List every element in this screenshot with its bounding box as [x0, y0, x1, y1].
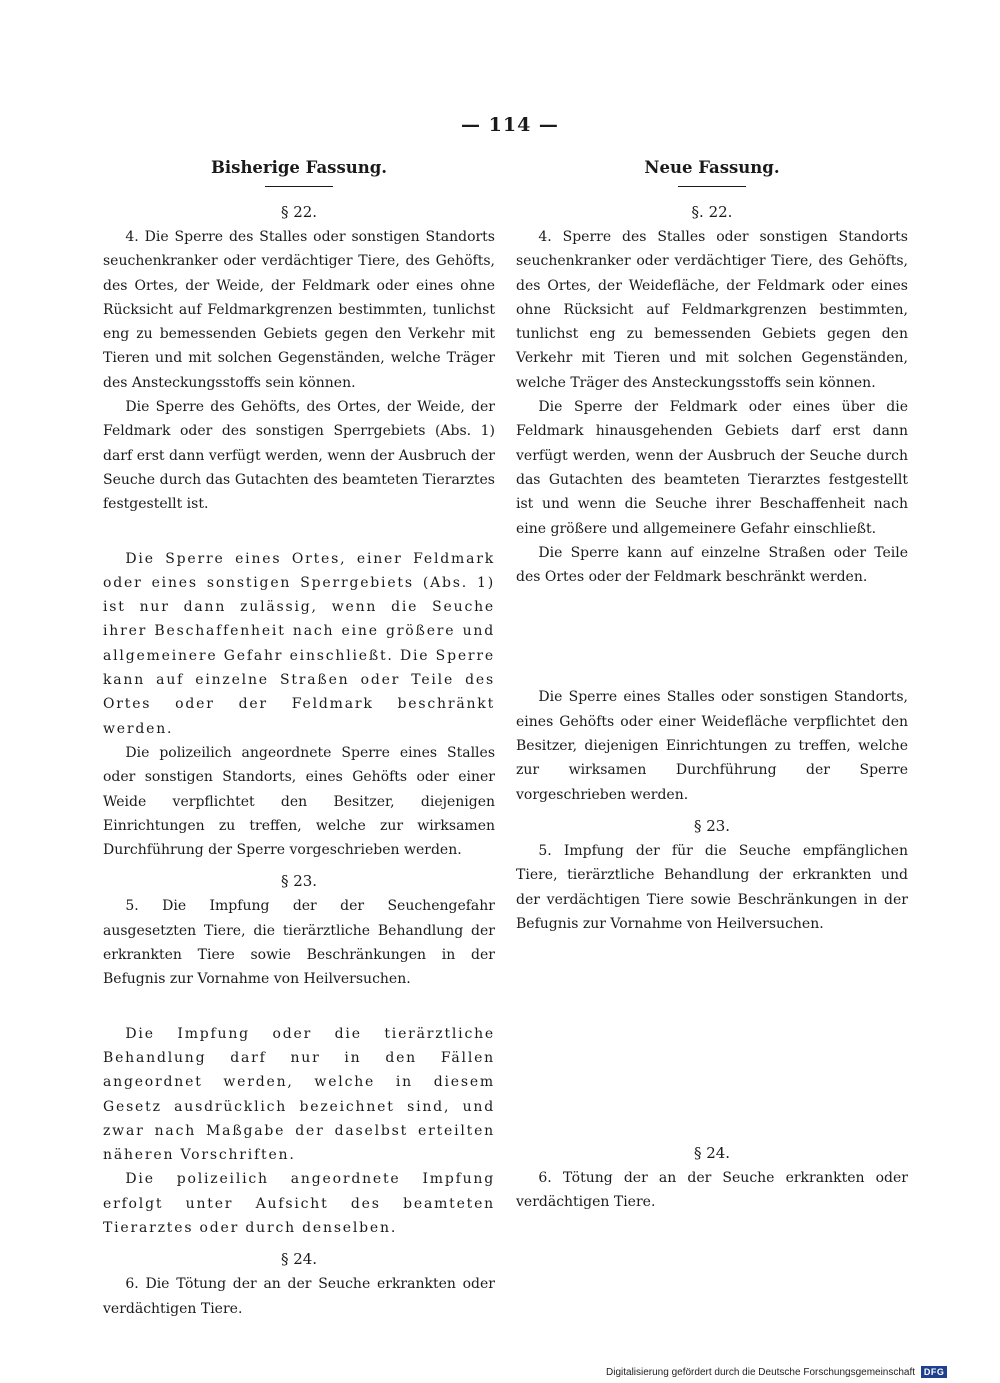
right-gap	[516, 589, 908, 685]
left-s22-paragraph-3: Die Sperre eines Ortes, einer Feldmark oder eines sonstigen Sperrgebiets (Abs. 1) ist nur dann zulässig, wenn die Seuche ihrer Beschaffenheit nach eine größere und allgemeinere Gefahr einschließt. Die Sperre kann auf einzelne Straßen oder Teile des Ortes oder der Feldmark beschränkt werden.	[103, 550, 495, 737]
left-s22-paragraph-1: 4. Die Sperre des Stalles oder sonstigen Standorts seuchenkranker oder verdächtiger Tiere, des Gehöfts, des Ortes, der Weide, der Feldmark oder eines ohne Rücksicht auf Feldmarkgrenzen bestimmten, tunlichst eng zu bemessenden Gebiets gegen den Verkehr mit Tieren und mit solchen Gegenständen, welche Träger des Ansteckungsstoffs sein können.	[103, 229, 495, 391]
left-gap	[103, 517, 495, 547]
right-title-rule	[678, 186, 746, 187]
right-s24-paragraph-1: 6. Tötung der an der Seuche erkrankten oder verdächtigen Tiere.	[516, 1170, 908, 1211]
left-s24-paragraph-1: 6. Die Tötung der an der Seuche erkrankten oder verdächtigen Tiere.	[103, 1276, 495, 1317]
left-section-24-heading: § 24.	[280, 1250, 318, 1269]
left-s22-paragraph-2: Die Sperre des Gehöfts, des Ortes, der Weide, der Feldmark oder des sonstigen Sperrgebiets (Abs. 1) darf erst dann verfügt werden, wenn der Ausbruch der Seuche durch das Gutachten des beamteten Tierarztes festgestellt ist.	[103, 399, 495, 513]
right-s22-paragraph-4: Die Sperre eines Stalles oder sonstigen Standorts, eines Gehöfts oder einer Weidefläche verpflichtet den Besitzer, diejenigen Einrichtungen zu treffen, welche zur wirksamen Durchführung der Sperre vorgeschrieben werden.	[516, 689, 908, 803]
left-s22-paragraph-4: Die polizeilich angeordnete Sperre eines Stalles oder sonstigen Standorts, eines Gehöfts oder einer Weide verpflichtet den Besitzer, diejenigen Einrichtungen zu treffen, welche zur wirksamen Durchführung der Sperre vorgeschrieben werden.	[103, 744, 495, 859]
left-section-22-heading: § 22.	[280, 203, 318, 221]
left-title-rule	[265, 186, 333, 187]
left-section-23-heading: § 23.	[280, 872, 318, 891]
left-column-title: Bisherige Fassung.	[210, 158, 388, 177]
right-s22-paragraph-1: 4. Sperre des Stalles oder sonstigen Standorts seuchenkranker oder verdächtiger Tiere, des Gehöfts, des Ortes, der Weidefläche, der Feldmark oder eines ohne Rücksicht auf Feldmarkgrenzen bestimmten, tunlichst eng zu bemessenden Gebiets gegen den Verkehr mit Tieren und mit solchen Gegenständen, welche Träger des Ansteckungsstoffs sein können.	[516, 229, 908, 391]
page-number: — 114 —	[461, 114, 559, 136]
right-section-23-heading: § 23.	[693, 816, 731, 835]
footer-credit	[606, 1366, 947, 1378]
right-section-22-heading: §. 22.	[691, 203, 733, 221]
right-s23-paragraph-1: 5. Impfung der für die Seuche empfänglichen Tiere, tierärztliche Behandlung der erkrankten und der verdächtigen Tiere sowie Beschränkungen in der Befugnis zur Vornahme von Heilversuchen.	[516, 842, 908, 932]
footer-text: Digitalisierung gefördert durch die Deutsche Forschungsgemeinschaft	[606, 1367, 916, 1378]
dfg-logo: DFG	[921, 1366, 948, 1378]
left-column-bisherige-fassung	[103, 150, 495, 1321]
right-section-24-heading: § 24.	[693, 1144, 731, 1163]
right-s22-paragraph-3: Die Sperre kann auf einzelne Straßen oder Teile des Ortes oder der Feldmark beschränkt werden.	[516, 544, 908, 586]
right-column-neue-fassung	[516, 150, 908, 1215]
right-s22-paragraph-2: Die Sperre der Feldmark oder eines über die Feldmark hinausgehenden Gebiets darf erst dann verfügt werden, wenn der Ausbruch der Seuche durch das Gutachten des beamteten Tierarztes festgestellt ist und wenn die Seuche ihrer Beschaffenheit nach eine größere und allgemeinere Gefahr einschließt.	[516, 399, 908, 537]
right-column-title: Neue Fassung.	[644, 158, 780, 177]
left-gap	[103, 992, 495, 1022]
left-s23-paragraph-1: 5. Die Impfung der der Seuchengefahr ausgesetzten Tiere, die tierärztliche Behandlung der erkrankten Tiere sowie Beschränkungen in der Befugnis zur Vornahme von Heilversuchen.	[103, 898, 495, 988]
left-s23-paragraph-3: Die polizeilich angeordnete Impfung erfolgt unter Aufsicht des beamteten Tierarztes oder durch denselben.	[103, 1171, 495, 1236]
left-s23-paragraph-2: Die Impfung oder die tierärztliche Behandlung darf nur in den Fällen angeordnet werden, welche in diesem Gesetz ausdrücklich bezeichnet sind, und zwar nach Maßgabe der daselbst erteilten näheren Vorschriften.	[103, 1025, 495, 1164]
right-gap	[516, 936, 908, 1140]
